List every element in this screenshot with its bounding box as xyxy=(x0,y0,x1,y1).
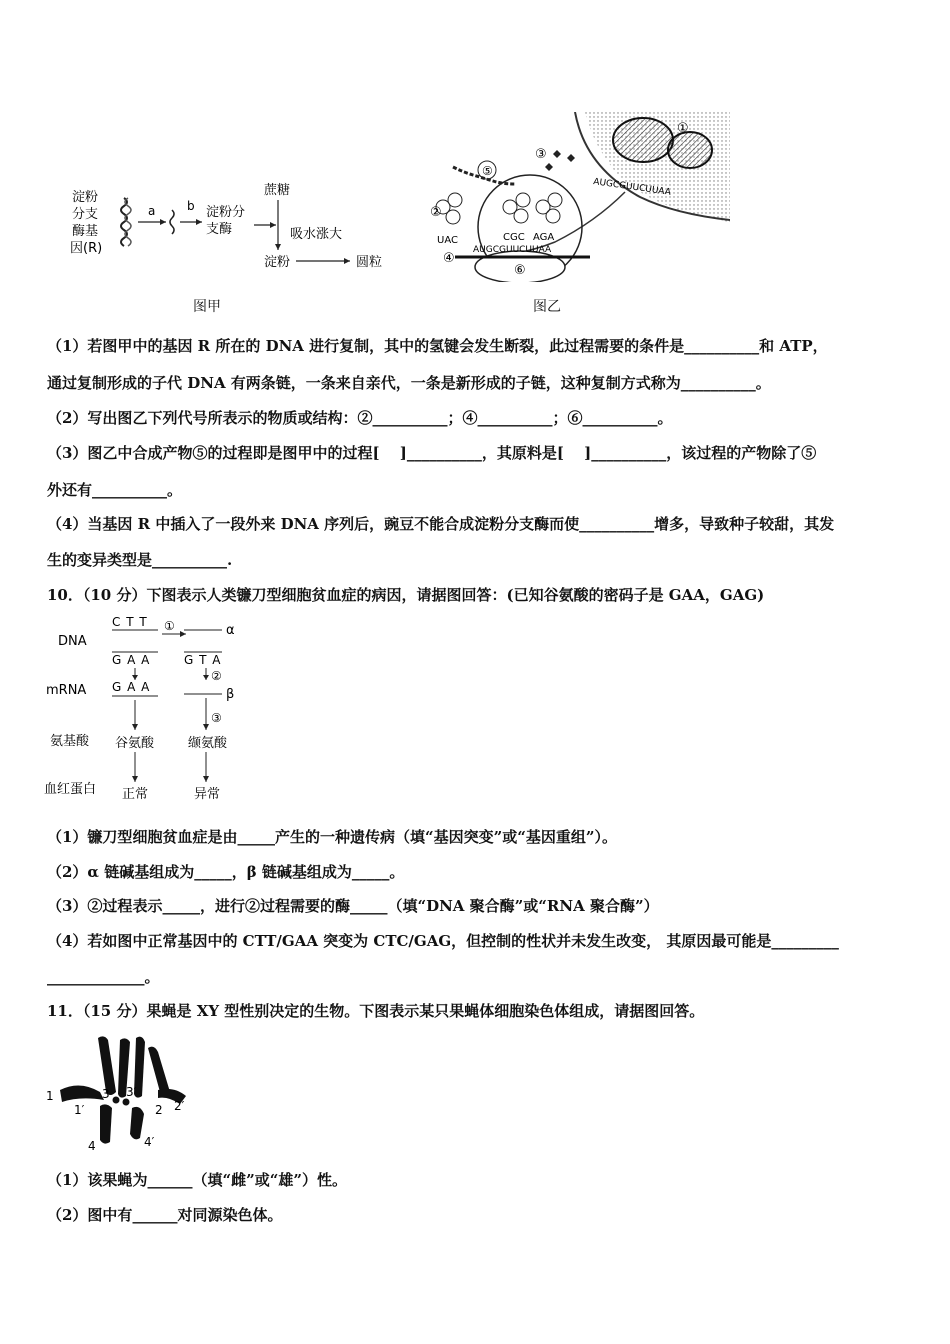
round-label: 圆粒 xyxy=(356,255,383,270)
sucrose-label: 蔗糖 xyxy=(264,183,291,198)
q10-part4-line2: _____________。 xyxy=(47,968,160,986)
label-3: 3 xyxy=(102,1087,110,1101)
gene-label-line3: 酶基 xyxy=(72,224,99,239)
chromosome-2 xyxy=(148,1047,170,1095)
row-label-aa: 氨基酸 xyxy=(50,734,90,749)
seq-gta: G T A xyxy=(184,653,222,667)
chromosome-y xyxy=(130,1107,144,1139)
row-label-dna: DNA xyxy=(58,634,87,649)
process-b-label: b xyxy=(187,199,195,213)
figure-sickle-cell xyxy=(40,612,270,807)
alpha-label: α xyxy=(226,623,235,638)
seq-gaa-dna: G A A xyxy=(112,653,151,667)
label-3-prime: 3′ xyxy=(126,1085,137,1099)
enzyme-line2: 支酶 xyxy=(206,222,233,237)
seq-ctt: C T T xyxy=(112,615,148,629)
figure-yi xyxy=(425,112,730,282)
q11-part1: （1）该果蝇为______（填“雌”或“雄”）性。 xyxy=(47,1171,347,1189)
q10-part4-line1: （4）若如图中正常基因中的 CTT/GAA 突变为 CTC/GAG，但控制的性状并未发生改变， 其原因最可能是_________ xyxy=(47,932,839,950)
q9-part3-line1: （3）图乙中合成产物⑤的过程即是图甲中的过程[ ]__________，其原料是[ ]__________，该过程的产物除了⑤ xyxy=(47,444,817,462)
q11-part2: （2）图中有______对同源染色体。 xyxy=(47,1206,283,1224)
beta-label: β xyxy=(226,687,235,702)
row-label-mrna: mRNA xyxy=(46,683,87,698)
dna-helix-2 xyxy=(125,198,131,246)
figure-jia-caption: 图甲 xyxy=(193,299,221,315)
gene-label-line4: 因(R) xyxy=(70,241,103,256)
q11-title: 11．（15 分）果蝇是 XY 型性别决定的生物。下图表示某只果蝇体细胞染色体组成，请据图回答。 xyxy=(47,1002,705,1020)
label-1: ① xyxy=(677,121,689,136)
aa-glu: 谷氨酸 xyxy=(115,736,155,751)
label-6: ⑥ xyxy=(514,263,526,278)
label-4: ④ xyxy=(443,251,455,266)
q10-part1: （1）镰刀型细胞贫血症是由_____产生的一种遗传病（填“基因突变”或“基因重组”）。 xyxy=(47,828,617,846)
starch-label: 淀粉 xyxy=(264,255,291,270)
label-1-prime: 1′ xyxy=(74,1103,85,1117)
label-5: ⑤ xyxy=(482,164,493,178)
q9-part3-line2: 外还有__________。 xyxy=(47,481,183,499)
figure-jia xyxy=(60,170,410,280)
anticodon-cgc: CGC xyxy=(503,232,525,243)
mrna-seq-nucleus: AUGCGUUCUUAA xyxy=(592,177,672,198)
mrna-wave xyxy=(170,210,174,234)
label-3: ③ xyxy=(535,147,547,162)
chromosome-1 xyxy=(60,1085,104,1102)
q9-part1-line2: 通过复制形成的子代 DNA 有两条链，一条来自亲代，一条是新形成的子链，这种复制方式称为__________。 xyxy=(47,374,771,392)
q9-part2: （2）写出图乙下列代号所表示的物质或结构：②__________；④__________；⑥__________。 xyxy=(47,409,673,427)
step-3: ③ xyxy=(211,711,222,725)
step-2: ② xyxy=(211,669,222,683)
label-4-prime: 4′ xyxy=(144,1135,155,1149)
label-1: 1 xyxy=(46,1089,54,1103)
q9-part4-line1: （4）当基因 R 中插入了一段外来 DNA 序列后，豌豆不能合成淀粉分支酶而使__________增多，导致种子较甜，其发 xyxy=(47,515,835,533)
q10-part2: （2）α 链碱基组成为_____，β 链碱基组成为_____。 xyxy=(47,863,405,881)
process-a-label: a xyxy=(148,204,156,218)
chromosome-4-prime xyxy=(123,1099,130,1106)
anticodon-uac: UAC xyxy=(437,235,458,246)
anticodon-aga: AGA xyxy=(533,232,555,243)
label-2-prime: 2′ xyxy=(174,1099,185,1113)
gene-label-line1: 淀粉 xyxy=(72,190,99,205)
q9-part1-line1: （1）若图甲中的基因 R 所在的 DNA 进行复制，其中的氢键会发生断裂，此过程需要的条件是__________和 ATP， xyxy=(47,337,828,355)
row-label-hb: 血红蛋白 xyxy=(44,782,97,797)
label-2: 2 xyxy=(155,1103,163,1117)
step-1: ① xyxy=(164,619,175,633)
q10-title: 10．（10 分）下图表示人类镰刀型细胞贫血症的病因，请据图回答：(已知谷氨酸的密码子是 GAA，GAG) xyxy=(47,586,765,604)
hb-abnormal: 异常 xyxy=(194,787,221,802)
figure-yi-caption: 图乙 xyxy=(533,299,561,315)
q9-part4-line2: 生的变异类型是__________. xyxy=(47,551,233,569)
gene-label-line2: 分支 xyxy=(72,207,99,222)
enzyme-line1: 淀粉分 xyxy=(206,205,246,220)
dna-helix-1 xyxy=(613,118,673,162)
aa-val: 缬氨酸 xyxy=(188,736,228,751)
absorb-label: 吸水涨大 xyxy=(290,227,343,242)
seq-gaa-mrna: G A A xyxy=(112,680,151,694)
trna-mid xyxy=(503,193,562,223)
mrna-seq-bottom: AUGCGUUCUUAA xyxy=(473,245,552,255)
label-4: 4 xyxy=(88,1139,96,1153)
figure-chromosomes xyxy=(40,1030,200,1155)
label-2: ② xyxy=(430,205,442,220)
hb-normal: 正常 xyxy=(122,787,149,802)
q10-part3: （3）②过程表示_____，进行②过程需要的酶_____（填“DNA 聚合酶”或“RNA 聚合酶”） xyxy=(47,897,659,915)
chromosome-x xyxy=(100,1104,112,1143)
chromosome-4 xyxy=(113,1097,120,1104)
